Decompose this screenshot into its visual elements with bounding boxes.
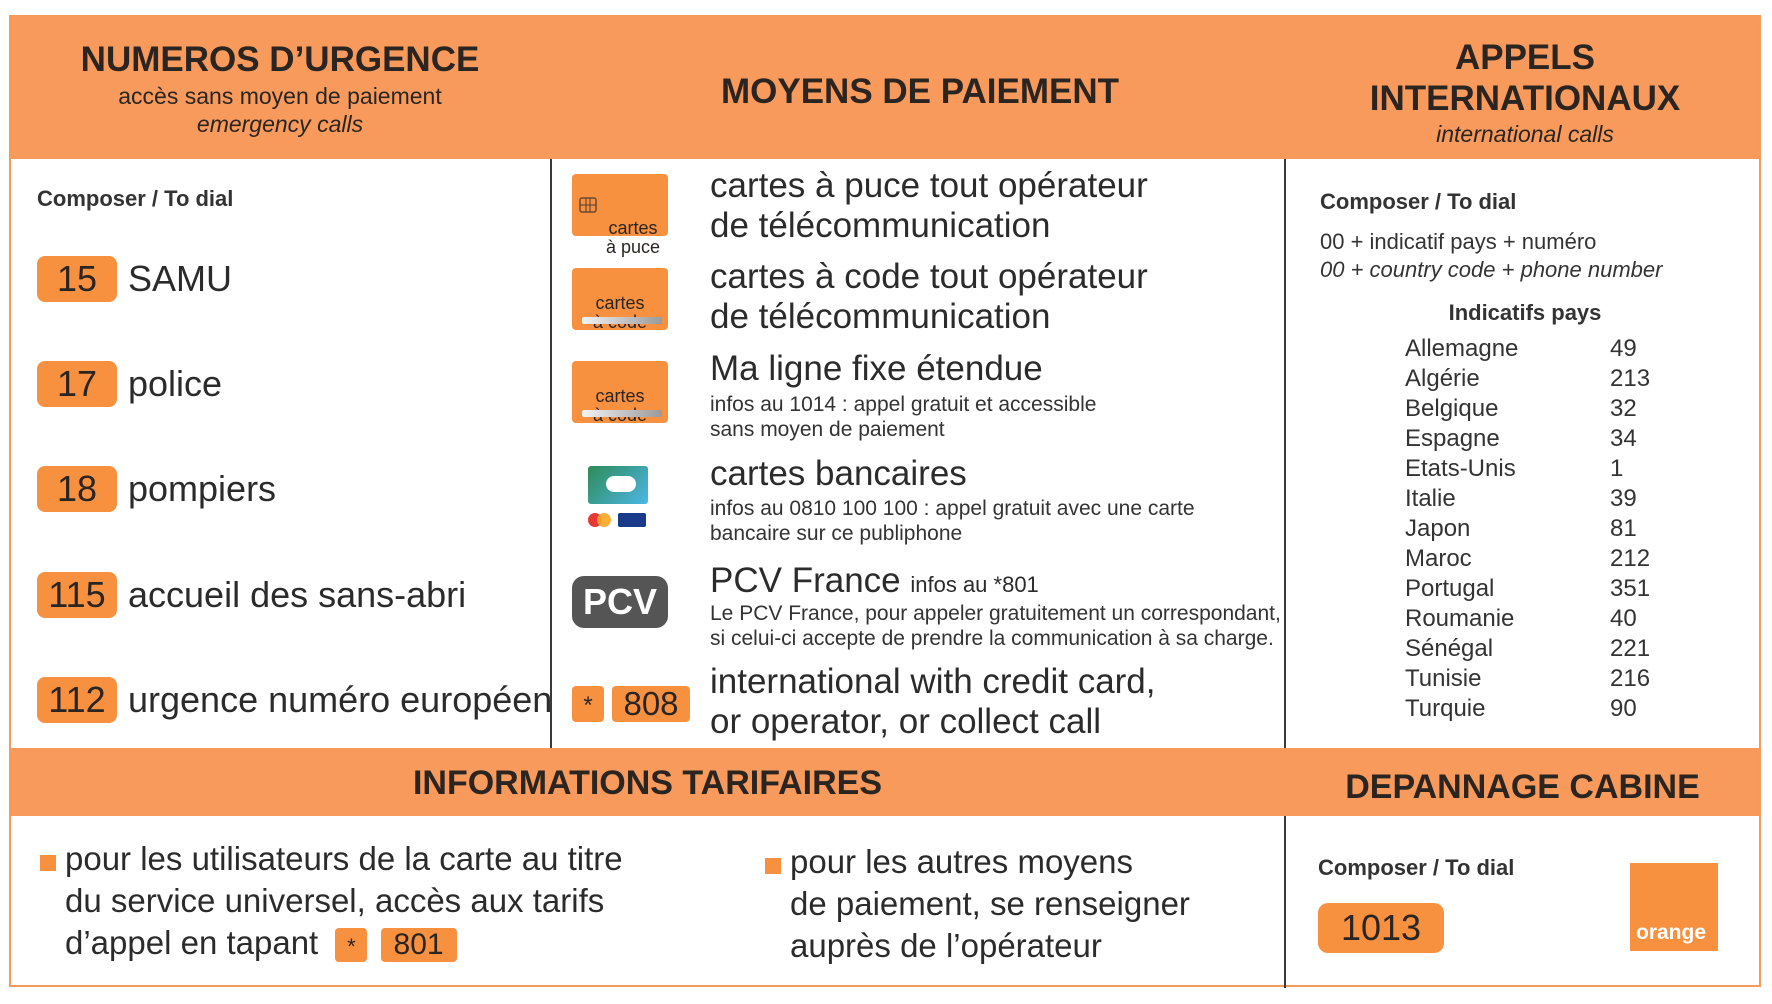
emergency-number-label: police xyxy=(128,363,223,404)
chip-icon xyxy=(579,196,597,214)
bullet-icon xyxy=(765,858,781,874)
payment-item-desc: Le PCV France, pour appeler gratuitement un correspondant, si celui-ci accepte de prendre la communication à sa charge. xyxy=(710,602,1281,650)
emergency-number-badge: 18 xyxy=(37,466,117,512)
country-name: Japon xyxy=(1405,515,1471,542)
country-code: 39 xyxy=(1610,485,1637,512)
pcv-title: PCV France xyxy=(710,561,901,600)
country-name: Turquie xyxy=(1405,695,1486,722)
country-name: Sénégal xyxy=(1405,635,1494,662)
country-code: 34 xyxy=(1610,425,1637,452)
divider-left xyxy=(550,159,552,748)
country-code: 221 xyxy=(1610,635,1651,662)
emergency-number-badge: 112 xyxy=(37,677,117,723)
code-808: 808 xyxy=(612,686,690,722)
orange-logo xyxy=(1630,863,1718,951)
emergency-number-label: urgence numéro européen xyxy=(128,679,553,720)
star-key: * xyxy=(572,686,604,722)
emergency-number-label: SAMU xyxy=(128,258,233,299)
country-name: Allemagne xyxy=(1405,335,1519,362)
orange-logo-text: orange xyxy=(1636,921,1707,944)
payment-item-title xyxy=(710,561,1039,605)
international-subtitle-en: international calls xyxy=(1436,121,1614,147)
payment-item-desc: infos au 1014 : appel gratuit et accessible sans moyen de paiement xyxy=(710,393,1097,441)
payment-item-title: cartes bancaires xyxy=(710,454,967,493)
payment-item-desc: infos au 0810 100 100 : appel gratuit avec une carte bancaire sur ce publiphone xyxy=(710,497,1195,545)
tarif-item-1-text: d’appel en tapant xyxy=(65,924,319,961)
country-name: Tunisie xyxy=(1405,665,1482,692)
cb-logo xyxy=(588,466,648,504)
repair-dial-label: Composer / To dial xyxy=(1318,855,1515,880)
country-name: Portugal xyxy=(1405,575,1495,602)
code-card-text: cartes xyxy=(595,293,645,313)
chip-card-icon xyxy=(572,174,668,257)
country-name: Etats-Unis xyxy=(1405,455,1516,482)
country-code: 1 xyxy=(1610,455,1624,482)
country-code: 216 xyxy=(1610,665,1651,692)
country-code: 213 xyxy=(1610,365,1651,392)
international-title: APPELS INTERNATIONAUX xyxy=(1369,38,1681,118)
tarif-item-2: pour les autres moyens de paiement, se renseigner auprès de l’opérateur xyxy=(790,843,1190,964)
tarifs-title: INFORMATIONS TARIFAIRES xyxy=(412,764,883,802)
card-stripe xyxy=(582,410,662,417)
emergency-subtitle: accès sans moyen de paiement xyxy=(118,83,442,109)
emergency-title: NUMEROS D’URGENCE xyxy=(80,40,480,79)
country-name: Maroc xyxy=(1405,545,1472,572)
divider-bottom xyxy=(1284,816,1286,988)
emergency-number-badge: 115 xyxy=(37,572,117,618)
payment-title: MOYENS DE PAIEMENT xyxy=(720,72,1119,111)
emergency-subtitle-en: emergency calls xyxy=(196,111,364,137)
code-card-text: cartes xyxy=(595,386,645,406)
bank-card-icon xyxy=(588,466,650,532)
card-stripe xyxy=(582,317,662,324)
country-code: 351 xyxy=(1610,575,1651,602)
code-card-icon xyxy=(572,361,668,423)
star-key: * xyxy=(335,928,367,962)
country-code: 49 xyxy=(1610,335,1637,362)
payment-item-title: cartes à puce tout opérateur de télécommunication xyxy=(710,166,1148,245)
pcv-title-suffix: infos au *801 xyxy=(910,572,1039,597)
codes-title: Indicatifs pays xyxy=(1448,300,1602,325)
country-name: Algérie xyxy=(1405,365,1480,392)
emergency-number-label: pompiers xyxy=(128,468,277,509)
tarif-item-1-line xyxy=(65,922,623,964)
repair-title: DEPANNAGE CABINE xyxy=(1345,768,1700,806)
pcv-icon xyxy=(572,576,668,628)
divider-right xyxy=(1284,159,1286,748)
tarif-item-1-line: pour les utilisateurs de la carte au titre xyxy=(65,840,623,877)
country-code: 32 xyxy=(1610,395,1637,422)
pcv-text: PCV xyxy=(582,581,658,622)
visa-icon xyxy=(618,513,646,527)
code-801: 801 xyxy=(381,928,457,962)
repair-number-badge: 1013 xyxy=(1318,903,1444,953)
international-dial-label: Composer / To dial xyxy=(1320,189,1517,214)
dial-formula-en: 00 + country code + phone number xyxy=(1320,257,1663,282)
country-name: Roumanie xyxy=(1405,605,1515,632)
country-name: Belgique xyxy=(1405,395,1499,422)
payment-item-title: cartes à code tout opérateur de télécommunication xyxy=(710,257,1148,336)
emergency-number-label: accueil des sans-abri xyxy=(128,574,467,615)
country-name: Italie xyxy=(1405,485,1456,512)
chip-card-text: cartes à puce xyxy=(605,218,661,257)
dial-formula-fr: 00 + indicatif pays + numéro xyxy=(1320,229,1597,254)
country-code: 212 xyxy=(1610,545,1651,572)
emergency-number-badge: 17 xyxy=(37,361,117,407)
country-name: Espagne xyxy=(1405,425,1500,452)
emergency-number-badge: 15 xyxy=(37,256,117,302)
payment-item-title: international with credit card, or operator, or collect call xyxy=(710,662,1156,741)
country-code: 90 xyxy=(1610,695,1637,722)
bullet-icon xyxy=(40,855,56,871)
tarif-item-1-line: du service universel, accès aux tarifs xyxy=(65,882,605,919)
country-code: 81 xyxy=(1610,515,1637,542)
country-code: 40 xyxy=(1610,605,1637,632)
tarif-item-1 xyxy=(65,838,623,964)
payment-item-title: Ma ligne fixe étendue xyxy=(710,349,1043,388)
emergency-dial-label: Composer / To dial xyxy=(37,186,234,211)
code-card-icon xyxy=(572,268,668,330)
